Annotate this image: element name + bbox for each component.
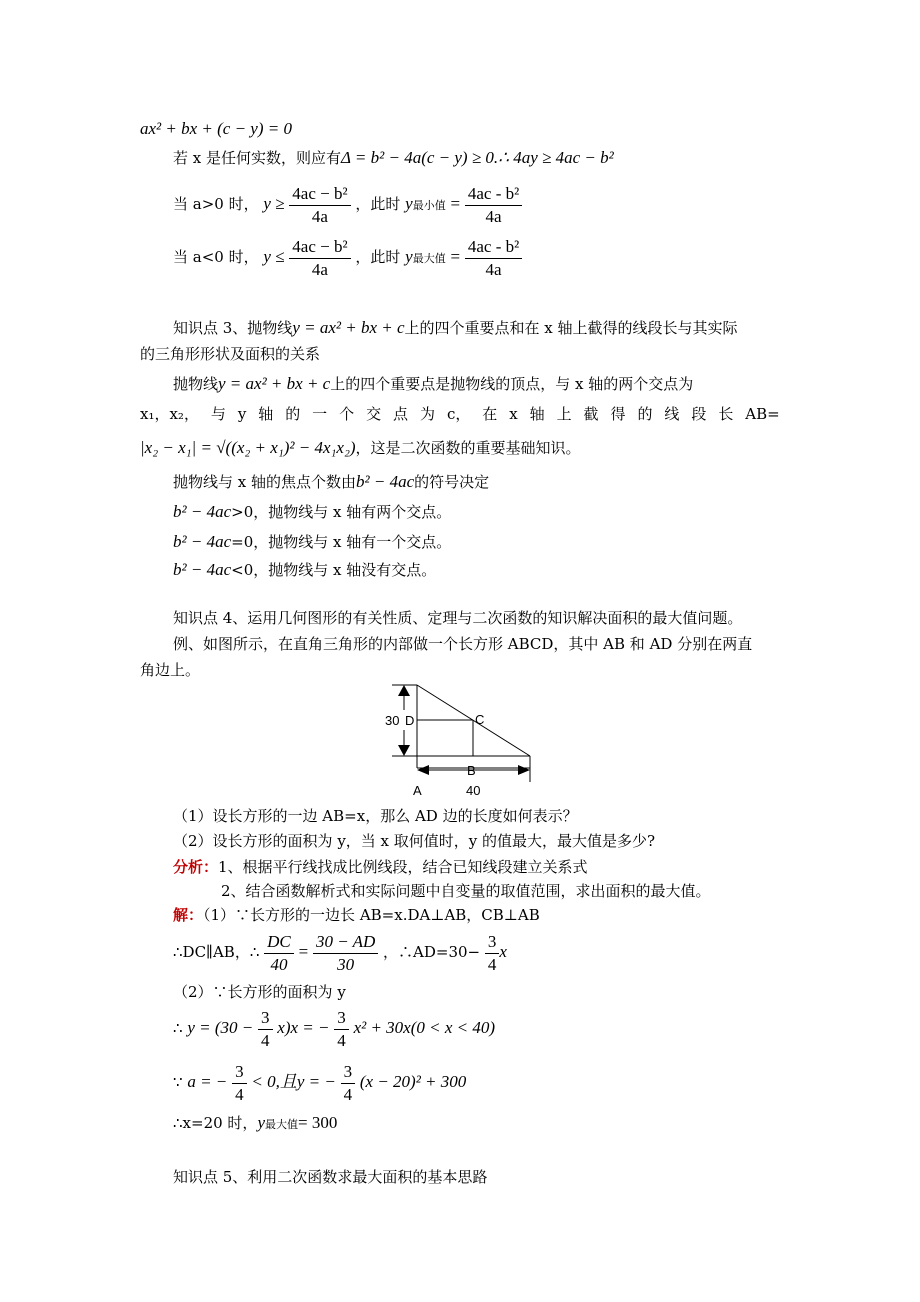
segment-length-text: ，这是二次函数的重要基础知识。 xyxy=(355,439,581,457)
max-fraction-numerator: 4ac − b² xyxy=(289,236,350,259)
knowledge-point-4-heading xyxy=(173,608,742,628)
therefore-symbol: ∴ xyxy=(173,1019,183,1037)
min-fraction xyxy=(289,183,350,228)
max-case-prefix: 当 a<0 时， xyxy=(173,248,259,266)
max-result-prefix: ∴x=20 时， xyxy=(173,1114,258,1132)
max-fraction-denominator: 4a xyxy=(311,259,328,279)
discriminant-zero-line xyxy=(173,532,451,552)
min-fraction-denominator: 4a xyxy=(311,206,328,226)
ratio-ad-numerator: 30 − AD xyxy=(313,931,378,954)
ad-variable-x: x xyxy=(499,942,507,961)
max-value-line: 当 a<0 时， y ≤ $\frac{\text{4ac − b²}}{4a}$ ，此时 y最大值 = $\frac{\text{4ac - b²}}{4a}$ xyxy=(173,233,522,283)
area-fraction-1 xyxy=(258,1007,273,1052)
min-value-line: 当 a>0 时， y ≥ $\frac{\text{4ac − b²}}{4a}$ ，此时 y最小值 = $\frac{\text{4ac - b²}}{4a}$ xyxy=(173,180,522,230)
intercepts-word: 的 xyxy=(637,405,653,423)
analysis-step-2: 2、结合函数解析式和实际问题中自变量的取值范围，求出面积的最大值。 xyxy=(221,882,711,900)
label-40: 40 xyxy=(466,783,481,798)
vertex-fraction-1 xyxy=(232,1061,247,1106)
arrow-down-icon xyxy=(398,745,410,756)
equation-ax2-bx-c-y: ax² + bx + (c − y) = 0 xyxy=(140,119,292,138)
solution-step-2: （2）∵长方形的面积为 y xyxy=(173,983,346,1001)
kp3-parabola-equation: y = ax² + bx + c xyxy=(292,318,405,337)
discriminant-negative-text: <0，抛物线与 x 轴没有交点。 xyxy=(231,561,437,579)
intercepts-word: y xyxy=(237,405,247,423)
intercepts-word: 的 xyxy=(285,405,301,423)
intercepts-word: x₁，x₂， xyxy=(140,405,199,423)
vertex-fraction-2 xyxy=(341,1061,356,1106)
ad-result-text: ，∴AD=30− xyxy=(383,943,481,961)
vertex-form-line xyxy=(173,1058,466,1106)
intercepts-word: 与 xyxy=(210,405,226,423)
knowledge-point-3-continuation xyxy=(140,344,320,364)
knowledge-point-3-heading xyxy=(173,318,738,338)
solution-ratio-line xyxy=(173,928,507,976)
intercepts-word: 得 xyxy=(610,405,626,423)
vertex-form-end: (x − 20)² + 300 xyxy=(359,1072,467,1091)
intercepts-word: 个 xyxy=(339,405,355,423)
intercepts-word: 点 xyxy=(393,405,409,423)
discriminant-positive-math: b² − 4ac xyxy=(173,502,232,521)
ratio-prefix: ∴DC∥AB，∴ xyxy=(173,943,260,961)
max-y-symbol: y xyxy=(405,247,413,266)
max-result-y: y xyxy=(257,1113,265,1132)
ratio-dc-numerator: DC xyxy=(264,931,294,954)
vertex-fraction-2-numerator: 3 xyxy=(341,1061,356,1084)
discriminant-negative-math: b² − 4ac xyxy=(173,560,232,579)
analysis-line-2 xyxy=(221,881,711,901)
min-relation: y ≥ xyxy=(263,194,285,213)
example-continuation xyxy=(140,660,200,680)
ad-fraction-numerator: 3 xyxy=(485,931,500,954)
max-result-subscript: 最大值 xyxy=(264,1118,298,1131)
discriminant-text-end: 的符号决定 xyxy=(414,473,490,491)
delta-condition-math: Δ = b² − 4a(c − y) ≥ 0.∴ 4ay ≥ 4ac − b² xyxy=(341,148,614,167)
parabola-points-line xyxy=(173,374,693,394)
vertex-form-start: a = − xyxy=(187,1072,228,1091)
delta-condition-line xyxy=(173,148,614,168)
kp3-title-continuation: 的三角形形状及面积的关系 xyxy=(140,345,321,363)
min-case-prefix: 当 a>0 时， xyxy=(173,195,259,213)
intercepts-word: AB= xyxy=(745,405,780,423)
area-function-middle: x)x = − xyxy=(277,1018,330,1037)
min-mid-text: ，此时 xyxy=(355,195,401,213)
intercepts-word: 长 xyxy=(718,405,734,423)
area-fraction-1-numerator: 3 xyxy=(258,1007,273,1030)
max-value-denominator: 4a xyxy=(485,259,502,279)
delta-condition-text: 若 x 是任何实数，则应有 xyxy=(173,149,341,167)
max-mid-text: ，此时 xyxy=(355,248,401,266)
label-30: 30 xyxy=(385,713,400,728)
area-function-start: y = (30 − xyxy=(187,1018,254,1037)
parabola-points-start: 抛物线 xyxy=(173,375,219,393)
example-text: 例、如图所示，在直角三角形的内部做一个长方形 ABCD，其中 AB 和 AD 分别在两直 xyxy=(173,635,753,653)
ratio-ad-denominator: 30 xyxy=(337,954,355,974)
segment-length-line xyxy=(140,438,581,458)
arrow-left-icon xyxy=(417,765,429,775)
area-fraction-1-denominator: 4 xyxy=(261,1030,270,1050)
intercepts-word: 轴 xyxy=(258,405,274,423)
solution-area-line xyxy=(173,982,346,1002)
question-2 xyxy=(173,831,655,851)
intercepts-word: 段 xyxy=(691,405,707,423)
intercepts-word: x xyxy=(509,405,518,423)
example-text-continuation: 角边上。 xyxy=(140,661,201,679)
min-value-numerator: 4ac - b² xyxy=(465,183,522,206)
label-C: C xyxy=(475,712,485,727)
solution-line-1 xyxy=(173,905,540,925)
arrow-right-icon xyxy=(518,765,530,775)
max-fraction xyxy=(289,236,350,281)
kp3-title-end: 上的四个重要点和在 x 轴上截得的线段长与其实际 xyxy=(404,319,738,337)
discriminant-line xyxy=(173,472,489,492)
max-result-value: = 300 xyxy=(297,1113,338,1132)
area-fraction-2 xyxy=(334,1007,349,1052)
ratio-dc-denominator: 40 xyxy=(270,954,288,974)
discriminant-text-start: 抛物线与 x 轴的焦点个数由 xyxy=(173,473,356,491)
intercepts-word: c， xyxy=(446,405,471,423)
area-function-line xyxy=(173,1004,495,1052)
vertex-fraction-2-denominator: 4 xyxy=(343,1084,353,1104)
analysis-label: 分析： xyxy=(173,858,219,876)
question-1-text: （1）设长方形的一边 AB=x，那么 AD 边的长度如何表示？ xyxy=(173,807,578,825)
analysis-step-1: 1、根据平行线找成比例线段，结合已知线段建立关系式 xyxy=(218,858,588,876)
intercepts-justified-line xyxy=(140,404,780,424)
ratio-fraction-ad xyxy=(313,931,378,976)
ratio-fraction-dc xyxy=(264,931,294,976)
analysis-line-1 xyxy=(173,857,588,877)
label-B: B xyxy=(467,763,476,778)
intercepts-word: 截 xyxy=(583,405,599,423)
min-fraction-numerator: 4ac − b² xyxy=(289,183,350,206)
example-line xyxy=(173,634,752,654)
max-relation: y ≤ xyxy=(263,247,285,266)
vertex-fraction-1-numerator: 3 xyxy=(232,1061,247,1084)
max-subscript: 最大值 xyxy=(412,252,446,265)
solution-label: 解： xyxy=(173,906,204,924)
kp4-title: 知识点 4、运用几何图形的有关性质、定理与二次函数的知识解决面积的最大值问题。 xyxy=(173,609,743,627)
discriminant-positive-line xyxy=(173,502,451,522)
min-value-fraction xyxy=(465,183,522,228)
max-result-line xyxy=(173,1113,337,1135)
label-D: D xyxy=(405,713,415,728)
label-A: A xyxy=(413,783,422,798)
vertex-fraction-1-denominator: 4 xyxy=(235,1084,244,1104)
max-value-numerator: 4ac - b² xyxy=(465,236,522,259)
parabola-points-end: 上的四个重要点是抛物线的顶点，与 x 轴的两个交点为 xyxy=(330,375,694,393)
arrow-up-icon xyxy=(398,685,410,696)
intercepts-word: 为 xyxy=(419,405,435,423)
equation-line-1 xyxy=(140,119,292,139)
vertex-form-middle: < 0,且y = − xyxy=(251,1072,336,1091)
max-value-fraction xyxy=(465,236,522,281)
min-y-symbol: y xyxy=(405,194,413,213)
area-fraction-2-numerator: 3 xyxy=(334,1007,349,1030)
solution-step-1: （1）∵长方形的一边长 AB=x.DA⊥AB，CB⊥AB xyxy=(203,906,540,924)
area-fraction-2-denominator: 4 xyxy=(337,1030,346,1050)
discriminant-zero-text: =0，抛物线与 x 轴有一个交点。 xyxy=(231,533,452,551)
knowledge-point-5-heading xyxy=(173,1167,487,1187)
discriminant-positive-text: >0，抛物线与 x 轴有两个交点。 xyxy=(231,503,452,521)
because-symbol: ∵ xyxy=(173,1073,183,1091)
area-function-end: x² + 30x(0 < x < 40) xyxy=(353,1018,496,1037)
ratio-equals: = xyxy=(298,942,309,961)
min-subscript: 最小值 xyxy=(412,199,446,212)
intercepts-word: 轴 xyxy=(529,405,545,423)
question-2-text: （2）设长方形的面积为 y，当 x 取何值时，y 的值最大，最大值是多少? xyxy=(173,832,656,850)
question-1 xyxy=(173,806,578,826)
parabola-points-equation: y = ax² + bx + c xyxy=(218,374,331,393)
intercepts-word: 线 xyxy=(664,405,680,423)
intercepts-word: 在 xyxy=(482,405,498,423)
segment-length-formula: |x₂ − x₁| = √((x₂ + x₁)² − 4x₁x₂) xyxy=(140,438,356,457)
discriminant-negative-line xyxy=(173,560,436,580)
ad-fraction-denominator: 4 xyxy=(487,954,497,974)
kp5-title: 知识点 5、利用二次函数求最大面积的基本思路 xyxy=(173,1168,488,1186)
min-value-denominator: 4a xyxy=(485,206,502,226)
intercepts-word: 交 xyxy=(366,405,382,423)
intercepts-word: 上 xyxy=(556,405,572,423)
discriminant-math: b² − 4ac xyxy=(356,472,415,491)
intercepts-word: 一 xyxy=(312,405,328,423)
ad-result-fraction xyxy=(485,931,500,976)
triangle-rectangle-figure xyxy=(380,680,540,800)
kp3-title-start: 知识点 3、抛物线 xyxy=(173,319,293,337)
discriminant-zero-math: b² − 4ac xyxy=(173,532,232,551)
